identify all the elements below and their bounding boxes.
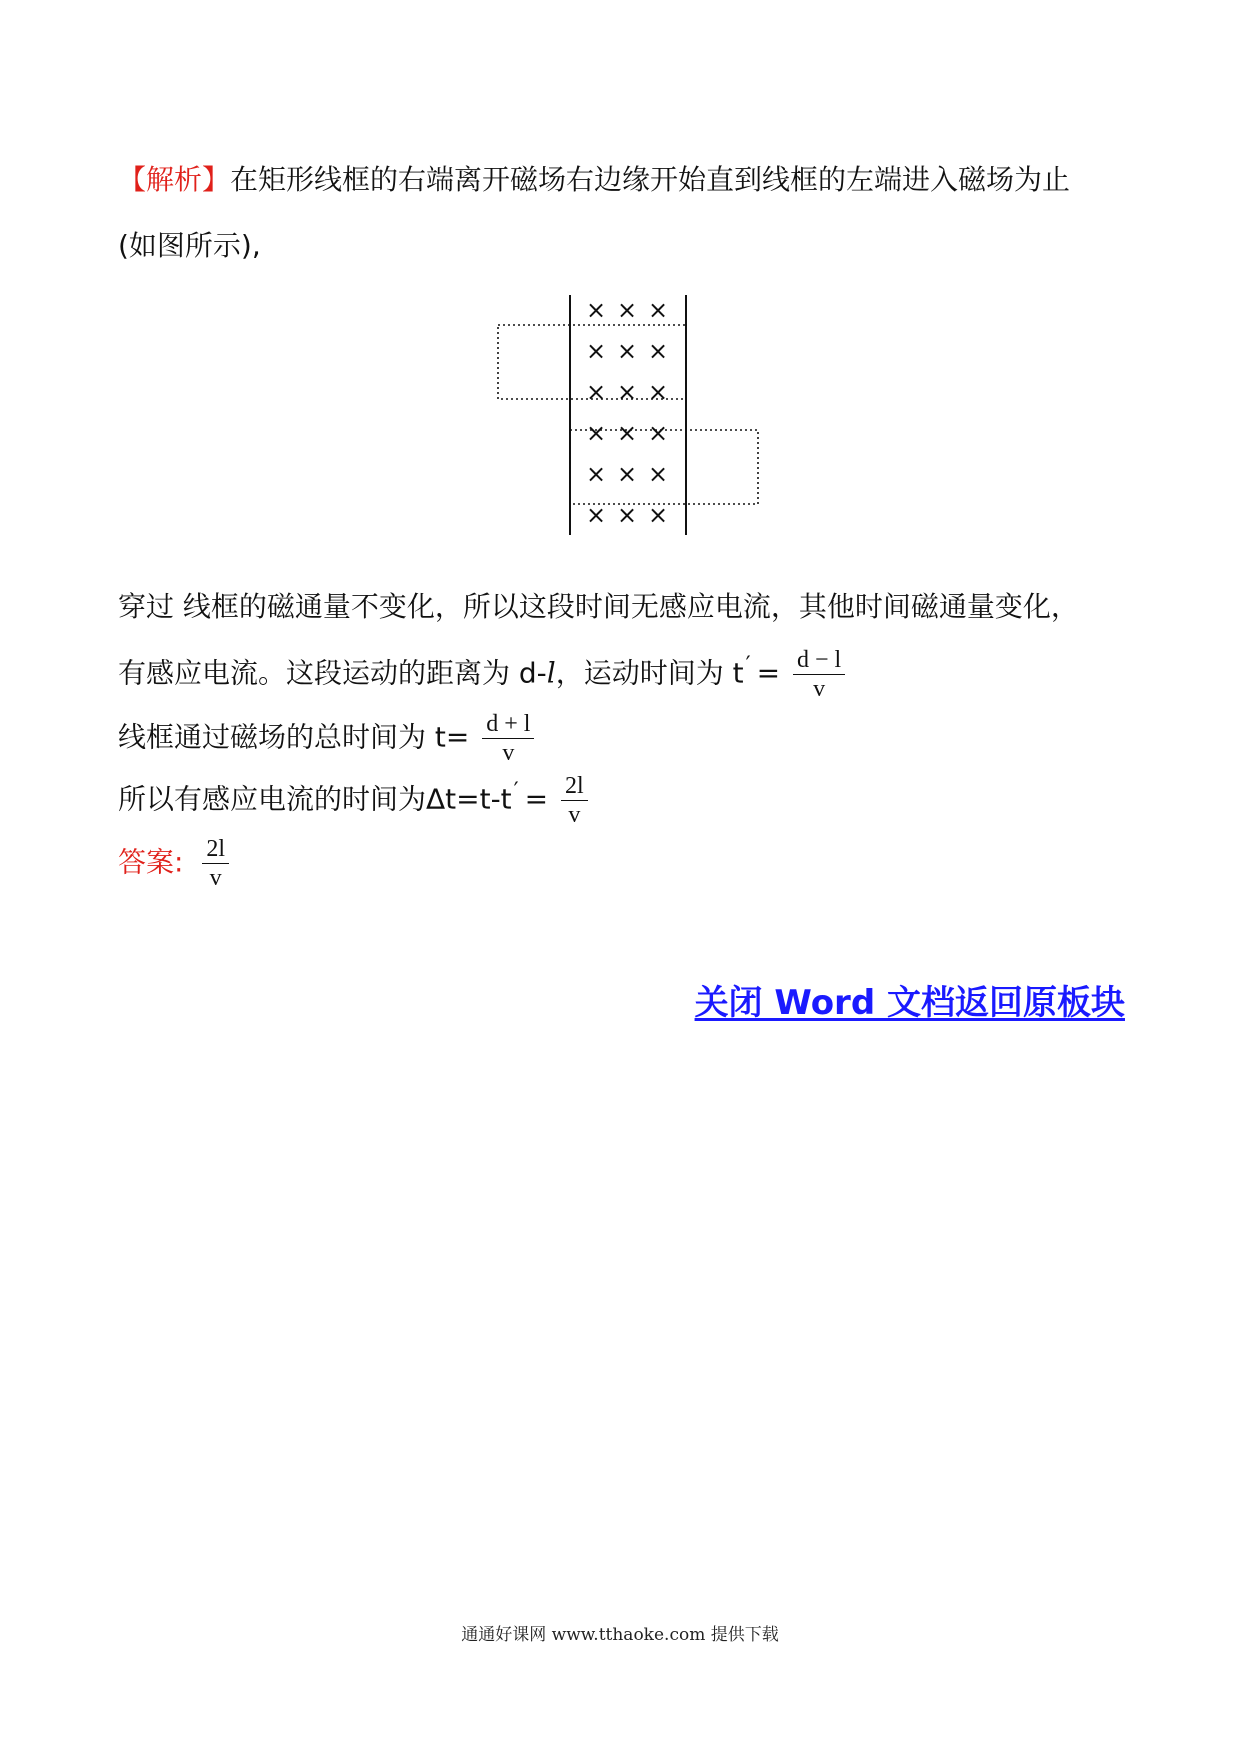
- body-text-5: 线框通过磁场的总时间为 t=: [118, 720, 470, 754]
- fraction-denominator: v: [813, 676, 826, 702]
- field-cross-icon: ×: [647, 460, 669, 488]
- field-cross-icon: ×: [616, 378, 638, 406]
- fraction-numerator: 2l: [561, 772, 588, 801]
- fraction-2l: [561, 772, 588, 829]
- field-cross-icon: ×: [616, 296, 638, 324]
- analysis-text-1: 在矩形线框的右端离开磁场右边缘开始直到线框的左端进入磁场为止: [230, 163, 1071, 196]
- analysis-tag: 【解析】: [118, 163, 231, 196]
- field-cross-icon: ×: [647, 501, 669, 529]
- field-cross-icon: ×: [585, 337, 607, 365]
- equals-sign: =: [756, 656, 781, 690]
- body-line-6: [118, 772, 588, 829]
- fraction-denominator: v: [568, 802, 581, 828]
- answer-label: 答案:: [118, 845, 184, 879]
- field-cross-icon: ×: [647, 378, 669, 406]
- prime-mark: ′: [513, 779, 519, 804]
- prime-mark: ′: [745, 653, 751, 678]
- body-text-3: 穿过 线框的磁通量不变化，所以这段时间无感应电流，其他时间磁通量变化，: [118, 590, 1079, 623]
- field-cross-icon: ×: [616, 501, 638, 529]
- fraction-numerator: d − l: [793, 646, 845, 675]
- body-text-4a: 有感应电流。这段运动的距离为 d-: [118, 656, 547, 690]
- body-text-6: 所以有感应电流的时间为Δt=t-t: [118, 782, 512, 816]
- field-cross-icon: ×: [585, 296, 607, 324]
- field-crosses: [586, 296, 668, 529]
- analysis-text-2: (如图所示),: [118, 229, 261, 262]
- magnetic-field-diagram: [490, 295, 790, 545]
- field-cross-icon: ×: [647, 296, 669, 324]
- field-cross-icon: ×: [585, 419, 607, 447]
- fraction-numerator: d + l: [482, 710, 534, 739]
- body-line-3: [118, 587, 1079, 627]
- analysis-line-1: [118, 160, 1070, 200]
- body-line-5: [118, 710, 534, 767]
- field-cross-icon: ×: [647, 337, 669, 365]
- analysis-line-2: [118, 226, 261, 266]
- body-line-4: [118, 646, 845, 703]
- page-footer: 通通好课网 www.tthaoke.com 提供下载: [461, 1625, 779, 1645]
- field-cross-icon: ×: [616, 419, 638, 447]
- equals-sign: =: [524, 782, 549, 816]
- close-word-document-link[interactable]: 关闭 Word 文档返回原板块: [694, 983, 1125, 1023]
- field-cross-icon: ×: [585, 460, 607, 488]
- length-symbol: l: [546, 656, 556, 690]
- fraction-d-plus-l: [482, 710, 534, 767]
- body-text-4b: ，运动时间为 t: [555, 656, 744, 690]
- answer-line: [118, 835, 229, 892]
- field-cross-icon: ×: [616, 460, 638, 488]
- answer-fraction: [202, 835, 229, 892]
- fraction-denominator: v: [209, 865, 222, 891]
- fraction-denominator: v: [502, 740, 515, 766]
- field-cross-icon: ×: [585, 378, 607, 406]
- fraction-d-minus-l: [793, 646, 845, 703]
- fraction-numerator: 2l: [202, 835, 229, 864]
- field-cross-icon: ×: [647, 419, 669, 447]
- field-cross-icon: ×: [585, 501, 607, 529]
- field-cross-icon: ×: [616, 337, 638, 365]
